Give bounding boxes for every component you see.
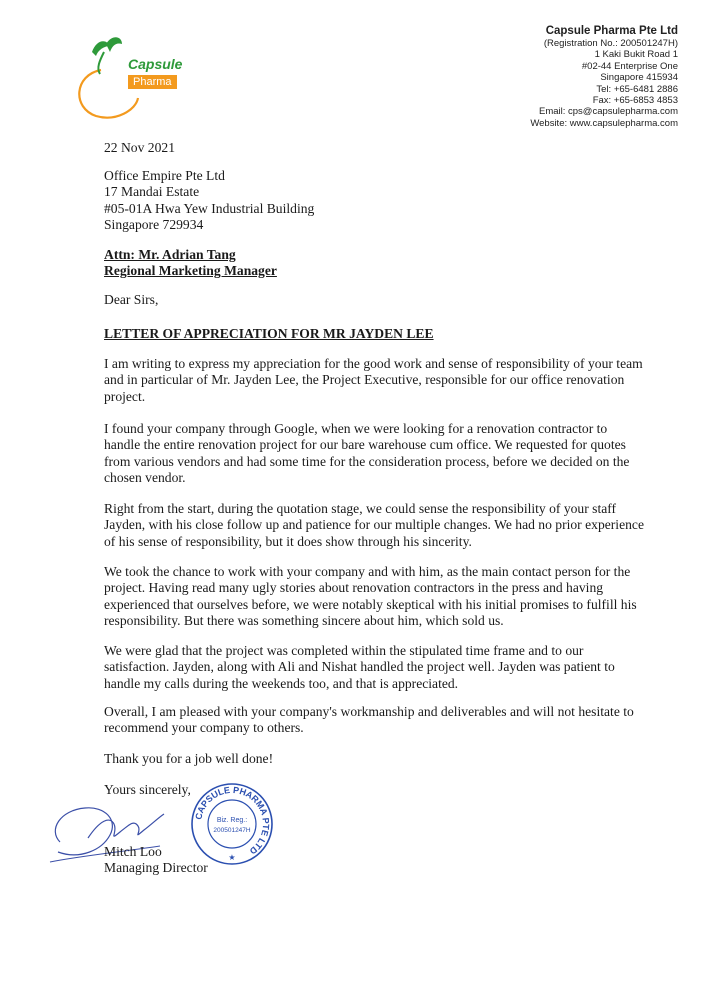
salutation: Dear Sirs, <box>104 292 159 307</box>
stamp-inner-number: 200501247H <box>213 827 251 834</box>
body-paragraph: Right from the start, during the quotation stage, we could sense the responsibility of your staff Jayden, with his close follow up and patience for our multiple changes. We had no prior experience of his sense of responsibility, but it does show through his sincerity. <box>104 501 644 549</box>
company-name: Capsule Pharma Pte Ltd <box>545 25 678 37</box>
stamp-star-icon: ★ <box>228 853 236 862</box>
body-paragraph: We took the chance to work with your company and with him, as the main contact person for the project. Having read many ugly stories about renovation contractors in the press and having experienced that ourselves before, we were notably skeptical with his initial promises to fulfill his responsibility. But there was something sincere about him, which sold us. <box>104 564 637 629</box>
logo-subwordmark: Pharma <box>128 75 177 89</box>
body-paragraph: I found your company through Google, when we were looking for a renovation contractor to handle the entire renovation project for our bare warehouse cum office. We requested for quotes from various vendors and had some time for the consideration process, before we decided on the chosen vendor. <box>104 421 630 486</box>
recipient-line: Singapore 729934 <box>104 217 204 233</box>
letterhead-company-info <box>530 24 678 129</box>
stamp-inner-label: Biz. Reg.: <box>216 817 248 824</box>
company-email: Email: cps@capsulepharma.com <box>538 106 678 118</box>
letter-subject: LETTER OF APPRECIATION FOR MR JAYDEN LEE <box>104 326 434 341</box>
thanks-line: Thank you for a job well done! <box>104 751 274 766</box>
letter-date: 22 Nov 2021 <box>104 140 175 155</box>
body-paragraph: Overall, I am pleased with your company's workmanship and deliverables and will not hesitate to recommend your company to others. <box>104 704 634 736</box>
company-stamp <box>190 782 274 866</box>
recipient-line: #05-01A Hwa Yew Industrial Building <box>104 200 315 216</box>
attention-line: Attn: Mr. Adrian Tang <box>104 247 236 262</box>
company-fax: Fax: +65-6853 4853 <box>592 95 678 107</box>
company-address-line: Singapore 415934 <box>600 72 678 84</box>
company-address-line: #02-44 Enterprise One <box>581 60 678 72</box>
attention-title: Regional Marketing Manager <box>104 263 277 278</box>
company-address-line: 1 Kaki Bukit Road 1 <box>594 49 678 61</box>
signer-name: Mitch Loo <box>104 844 162 859</box>
logo-wordmark: Capsule <box>128 56 183 72</box>
recipient-line: 17 Mandai Estate <box>104 184 200 200</box>
body-paragraph: We were glad that the project was completed within the stipulated time frame and to our satisfaction. Jayden, along with Ali and Nishat handled the project well. Jayden was patient to handle my calls during the weekends too, and that is appreciated. <box>104 643 615 691</box>
signer-title: Managing Director <box>104 860 208 875</box>
closing-line: Yours sincerely, <box>104 782 191 797</box>
body-paragraph: I am writing to express my appreciation for the good work and sense of responsibility of your team and in particular of Mr. Jayden Lee, the Project Executive, responsible for our office renovation project. <box>104 356 643 404</box>
recipient-line: Office Empire Pte Ltd <box>104 168 225 183</box>
company-registration: (Registration No.: 200501247H) <box>543 38 678 49</box>
recipient-address <box>104 168 314 234</box>
company-tel: Tel: +65-6481 2886 <box>596 83 678 95</box>
stamp-ring-text: CAPSULE PHARMA PTE LTD <box>193 784 272 857</box>
company-website: Website: www.capsulepharma.com <box>530 117 678 129</box>
